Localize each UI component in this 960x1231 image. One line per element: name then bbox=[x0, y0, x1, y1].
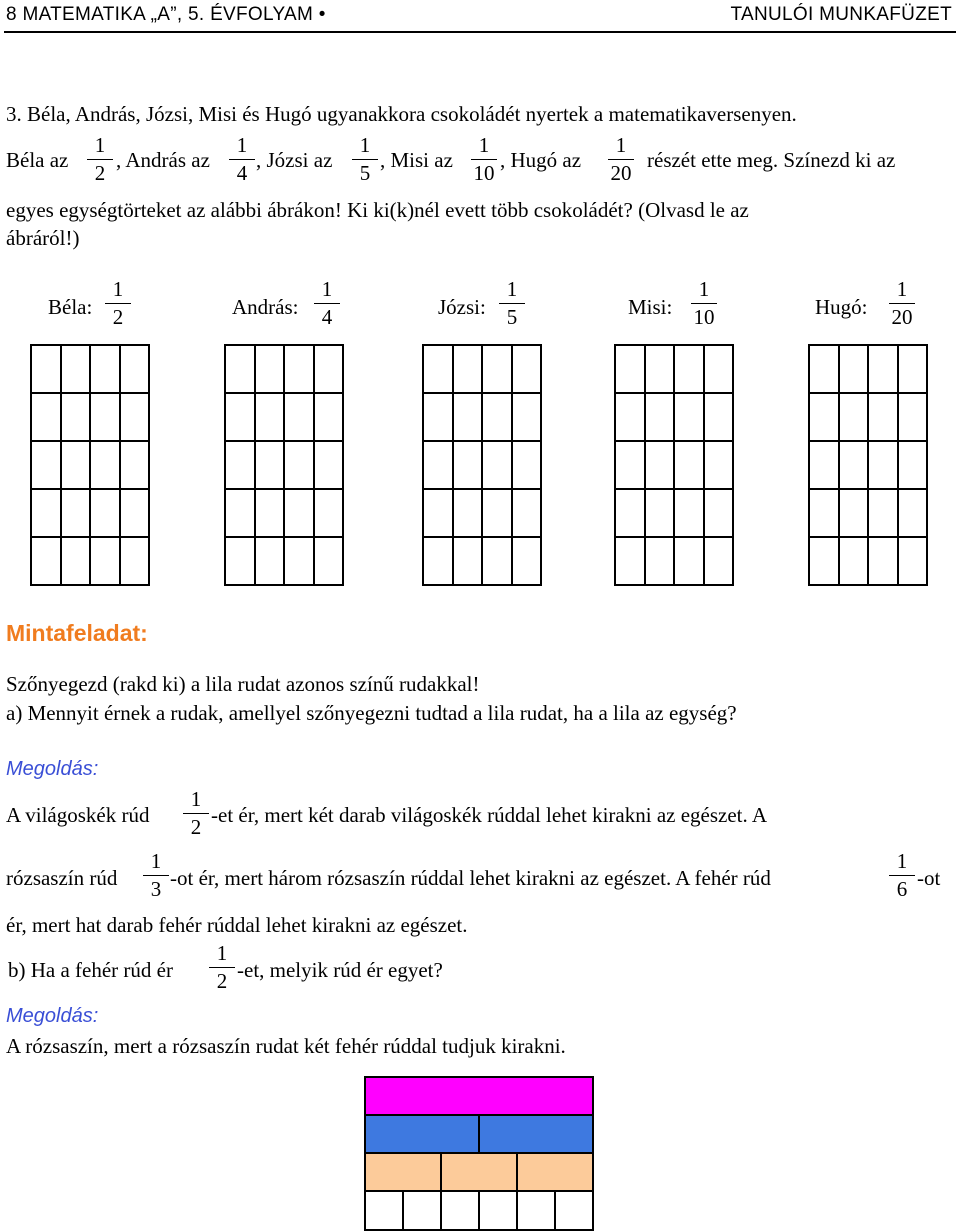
solution-label-b: Megoldás: bbox=[6, 1005, 99, 1027]
grid-label-andras: András: bbox=[232, 295, 299, 319]
chocolate-grid-jozsi[interactable] bbox=[422, 344, 542, 586]
chocolate-grid-andras[interactable] bbox=[224, 344, 344, 586]
grid-label-misi: Misi: bbox=[628, 295, 673, 319]
rod-magenta[interactable] bbox=[364, 1076, 594, 1116]
solution-a-line2-mid: -ot ér, mert három rózsaszín rúddal lehet kirakni az egészet. A fehér rúd bbox=[170, 866, 771, 890]
task-line-3: egyes egységtörteket az alábbi ábrákon! Ki ki(k)nél evett több csokoládét? (Olvasd le az bbox=[6, 198, 749, 222]
rod-pink-1[interactable] bbox=[364, 1152, 442, 1192]
solution-a-line2-post: -ot bbox=[917, 866, 941, 890]
header-rule bbox=[4, 31, 956, 33]
rod-white-2[interactable] bbox=[402, 1190, 442, 1231]
solution-a-line1-pre: A világoskék rúd bbox=[6, 803, 150, 827]
task-seg-andras: , András az bbox=[116, 148, 210, 172]
rod-white-1[interactable] bbox=[364, 1190, 404, 1231]
task-seg-bela: Béla az bbox=[6, 148, 69, 172]
task-seg-jozsi: , Józsi az bbox=[256, 148, 333, 172]
question-b-pre: b) Ha a fehér rúd ér bbox=[8, 958, 173, 982]
question-a: a) Mennyit érnek a rudak, amellyel szőnyegezni tudtad a lila rudat, ha a lila az egység? bbox=[6, 701, 737, 725]
solution-a-line3: ér, mert hat darab fehér rúddal lehet kirakni az egészet. bbox=[6, 913, 468, 937]
task-seg-end: részét ette meg. Színezd ki az bbox=[647, 148, 896, 172]
grid-label-jozsi: Józsi: bbox=[438, 295, 486, 319]
task-line-1: 3. Béla, András, Józsi, Misi és Hugó ugyanakkora csokoládét nyertek a matematikaversenyen. bbox=[6, 102, 797, 126]
rod-white-3[interactable] bbox=[440, 1190, 480, 1231]
chocolate-grid-misi[interactable] bbox=[614, 344, 734, 586]
solution-a-line1-post: -et ér, mert két darab világoskék rúddal lehet kirakni az egészet. A bbox=[211, 803, 768, 827]
grid-label-hugo: Hugó: bbox=[815, 295, 868, 319]
chocolate-grid-hugo[interactable] bbox=[808, 344, 928, 586]
solution-b: A rózsaszín, mert a rózsaszín rudat két fehér rúddal tudjuk kirakni. bbox=[6, 1034, 566, 1058]
grid-label-bela: Béla: bbox=[48, 295, 93, 319]
rod-pink-3[interactable] bbox=[516, 1152, 594, 1192]
example-instruction: Szőnyegezd (rakd ki) a lila rudat azonos színű rudakkal! bbox=[6, 672, 480, 696]
task-seg-hugo: , Hugó az bbox=[500, 148, 582, 172]
rod-white-4[interactable] bbox=[478, 1190, 518, 1231]
rod-blue-1[interactable] bbox=[364, 1114, 480, 1154]
chocolate-grid-bela[interactable] bbox=[30, 344, 150, 586]
header-left: 8 MATEMATIKA „A”, 5. ÉVFOLYAM • bbox=[6, 4, 326, 25]
task-line-4: ábráról!) bbox=[6, 226, 80, 250]
rod-white-5[interactable] bbox=[516, 1190, 556, 1231]
rod-pink-2[interactable] bbox=[440, 1152, 518, 1192]
solution-label-a: Megoldás: bbox=[6, 758, 99, 780]
question-b-post: -et, melyik rúd ér egyet? bbox=[237, 958, 443, 982]
rod-blue-2[interactable] bbox=[478, 1114, 594, 1154]
example-title: Mintafeladat: bbox=[6, 620, 148, 646]
header-right: TANULÓI MUNKAFÜZET bbox=[730, 4, 952, 25]
task-seg-misi: , Misi az bbox=[380, 148, 453, 172]
rod-white-6[interactable] bbox=[554, 1190, 594, 1231]
solution-a-line2-pre: rózsaszín rúd bbox=[6, 866, 118, 890]
